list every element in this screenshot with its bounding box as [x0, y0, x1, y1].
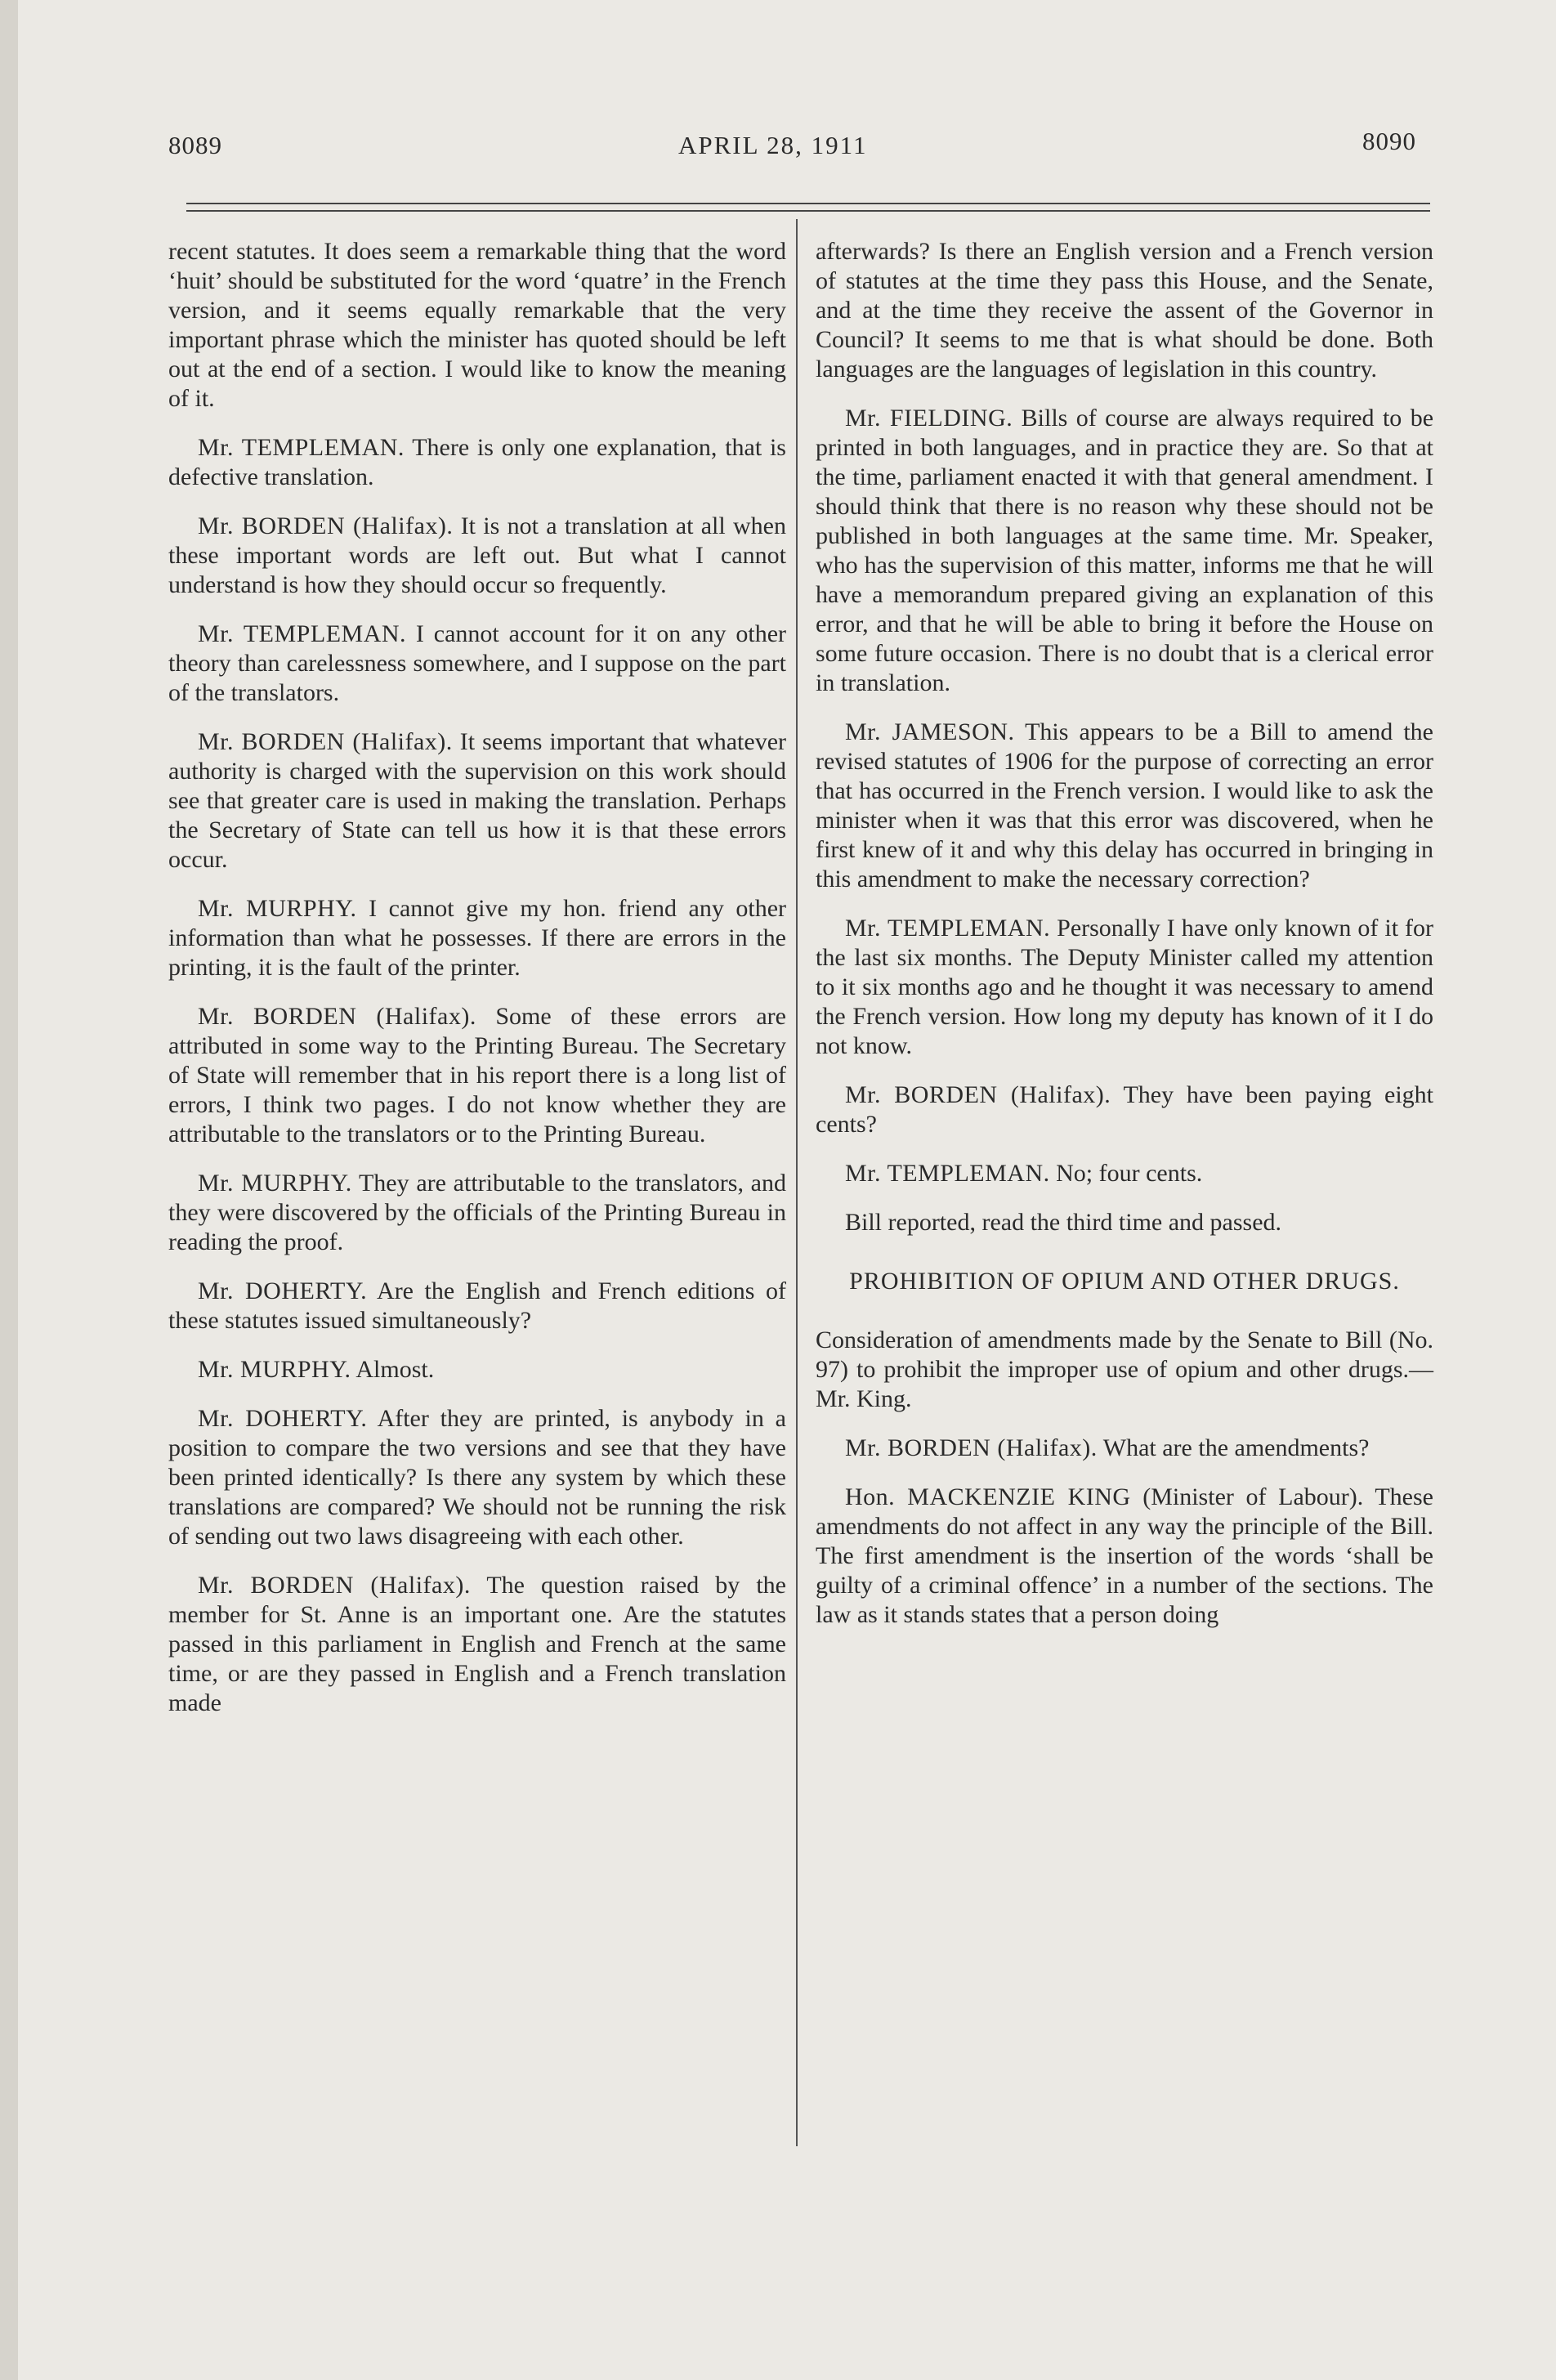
paragraph: [816, 1326, 1433, 1414]
paragraph-text: It is not a translation at all when these important words are left out. But what I cannot understand is how they should occur so frequently.: [168, 512, 786, 598]
paragraph: [816, 1159, 1433, 1188]
paragraph-text: I cannot account for it on any other theory than carelessness somewhere, and I suppose on the part of the translators.: [168, 620, 786, 706]
paragraph-text: I cannot give my hon. friend any other information than what he possesses. If there are errors in the printing, it is the fault of the printer.: [168, 895, 787, 981]
paragraph-text: Bill reported, read the third time and passed.: [845, 1209, 1282, 1236]
header-rule: [186, 210, 1430, 212]
document-page: [18, 0, 1556, 2380]
paragraph-text: They are attributable to the translators, and they were discovered by the officials of the Printing Bureau in reading the proof.: [168, 1170, 786, 1255]
paragraph-text: What are the amendments?: [1102, 1434, 1370, 1461]
paragraph: [168, 1571, 786, 1718]
header-rule: [186, 203, 1430, 204]
paragraph: [168, 237, 786, 414]
paragraph-text: It seems important that whatever authority is charged with the supervision on this work should see that greater care is used in making the translation. Perhaps the Secretary of State can tell us how it is that these errors occur.: [168, 728, 786, 873]
paragraph-text: afterwards? Is there an English version and a French version of statutes at the time they pass this House, and the Senate, and at the time they receive the assent of the Governor in Council? It seems to me that is what should be done. Both languages are the languages of legislation in this country.: [816, 238, 1433, 382]
paragraph-text: No; four cents.: [1056, 1160, 1203, 1187]
paragraph-text: After they are printed, is anybody in a position to compare the two versions and see that they have been printed identically? Is there any system by which these translations are compared? We should not be running the risk of sending out two laws disagreeing with each other.: [168, 1405, 786, 1550]
paragraph: [816, 1434, 1433, 1463]
paragraph: [816, 718, 1433, 894]
left-page-number: 8089: [168, 131, 222, 159]
paragraph: [168, 1277, 786, 1335]
paragraph: [816, 1080, 1433, 1139]
paragraph: [816, 404, 1433, 698]
paragraph: [168, 620, 786, 708]
paragraph: [168, 1355, 786, 1385]
page-date: APRIL 28, 1911: [678, 131, 868, 159]
speaker-name: Mr. JAMESON.: [845, 718, 1015, 745]
paragraph: [816, 1483, 1433, 1630]
paragraph: [816, 237, 1433, 384]
speaker-name: Mr. BORDEN (Halifax).: [198, 512, 454, 539]
paragraph: [816, 1208, 1433, 1237]
right-column: [816, 237, 1433, 1649]
column-divider: [796, 219, 798, 2146]
paragraph: [816, 914, 1433, 1061]
speaker-name: Hon. MACKENZIE KING: [845, 1483, 1131, 1510]
paragraph-text: The question raised by the member for St. Anne is an important one. Are the statutes passed in this parliament in English and French at the same time, or are they passed in English and a French translation made: [168, 1572, 786, 1716]
speaker-name: Mr. MURPHY.: [198, 1356, 351, 1383]
paragraph-text: recent statutes. It does seem a remarkable thing that the word ‘huit’ should be substituted for the word ‘quatre’ in the French version, and it seems equally remarkable that the very important phrase which the minister has quoted should be left out at the end of a section. I would like to know the meaning of it.: [168, 238, 786, 412]
speaker-name: Mr. BORDEN (Halifax).: [198, 1572, 471, 1599]
speaker-name: Mr. DOHERTY.: [198, 1277, 368, 1304]
speaker-name: Mr. FIELDING.: [845, 405, 1013, 432]
paragraph-text: Almost.: [355, 1356, 435, 1383]
speaker-name: Mr. BORDEN (Halifax).: [845, 1434, 1098, 1461]
paragraph: [168, 894, 786, 982]
speaker-name: Mr. TEMPLEMAN.: [845, 915, 1051, 942]
speaker-name: Mr. TEMPLEMAN.: [845, 1160, 1050, 1187]
section-heading: PROHIBITION OF OPIUM AND OTHER DRUGS.: [849, 1268, 1400, 1295]
paragraph: [168, 1002, 786, 1149]
paragraph-text: There is only one explanation, that is defective translation.: [168, 434, 786, 490]
paragraph-text: (Minister of Labour). These amendments do not affect in any way the principle of the Bill. The first amendment is the insertion of the words ‘shall be guilty of a criminal offence’ in a number of the sections. The law as it stands states that a person doing: [816, 1483, 1433, 1628]
speaker-name: Mr. BORDEN (Halifax).: [198, 728, 453, 755]
speaker-name: Mr. BORDEN (Halifax).: [845, 1081, 1111, 1108]
paragraph-text: Consideration of amendments made by the Senate to Bill (No. 97) to prohibit the improper use of opium and other drugs.—Mr. King.: [816, 1326, 1433, 1412]
paragraph-text: Are the English and French editions of these statutes issued simultaneously?: [168, 1277, 786, 1334]
right-page-number: 8090: [1362, 127, 1416, 155]
speaker-name: Mr. TEMPLEMAN.: [198, 620, 407, 647]
paragraph: [168, 512, 786, 600]
speaker-name: Mr. TEMPLEMAN.: [198, 434, 405, 461]
paragraph-text: This appears to be a Bill to amend the revised statutes of 1906 for the purpose of correcting an error that has occurred in the French version. I would like to ask the minister when it was that this error was discovered, when he first knew of it and why this delay has occurred in bringing in this amendment to make the necessary correction?: [816, 718, 1433, 892]
paragraph: [168, 1404, 786, 1551]
speaker-name: Mr. BORDEN (Halifax).: [198, 1003, 476, 1030]
paragraph-text: Personally I have only known of it for the last six months. The Deputy Minister called my attention to it six months ago and he thought it was necessary to amend the French version. How long my deputy has known of it I do not know.: [816, 915, 1434, 1059]
speaker-name: Mr. MURPHY.: [198, 895, 357, 922]
paragraph-text: Some of these errors are attributed in some way to the Printing Bureau. The Secretary of State will remember that in his report there is a long list of errors, I think two pages. I do not know whether they are attributable to the translators or to the Printing Bureau.: [168, 1003, 786, 1148]
paragraph: [168, 727, 786, 875]
paragraph: [168, 1169, 786, 1257]
speaker-name: Mr. MURPHY.: [198, 1170, 352, 1197]
paragraph: [168, 433, 786, 492]
paragraph-text: Bills of course are always required to be printed in both languages, and in practice they are. So that at the time, parliament enacted it with that general amendment. I should think that there is no reason why these should not be published in both languages at the same time. Mr. Speaker, who has the supervision of this matter, informs me that he will have a memorandum prepared giving an explanation of this error, and that he will be able to bring it before the House on some future occasion. There is no doubt that is a clerical error in translation.: [816, 405, 1434, 696]
speaker-name: Mr. DOHERTY.: [198, 1405, 368, 1432]
left-column: [168, 237, 786, 1738]
paragraph-text: They have been paying eight cents?: [816, 1081, 1433, 1138]
